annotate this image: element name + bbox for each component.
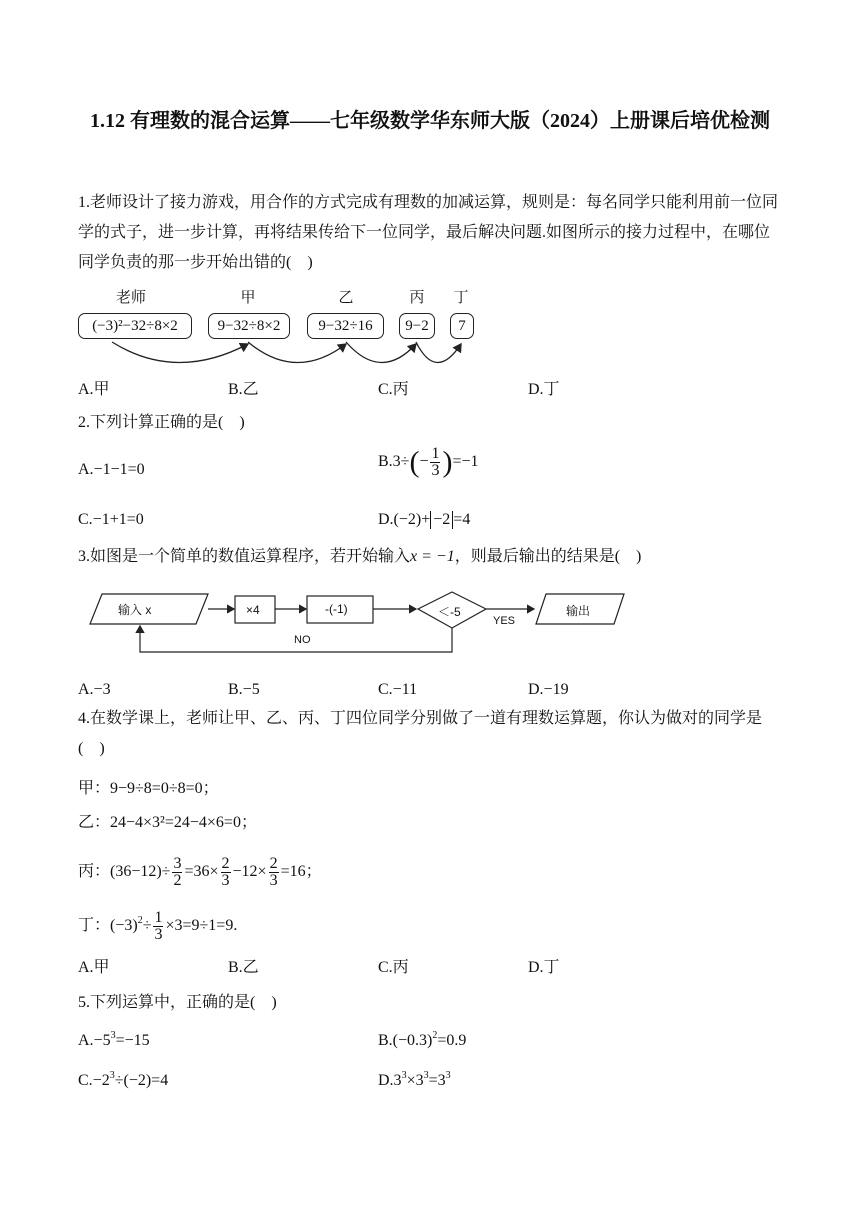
q1-option-a: A.甲 — [78, 381, 110, 398]
q4-option-a: A.甲 — [78, 959, 110, 976]
relay-label-jia: 甲 — [240, 290, 256, 306]
q3-text-expr: x = −1 — [410, 548, 455, 565]
flow-output-label: 输出 — [566, 604, 591, 618]
relay-arrows — [76, 286, 496, 376]
flow-sub-label: -(-1) — [325, 602, 348, 616]
q1-option-d: D.丁 — [528, 381, 560, 398]
q5-option-d: $D.3^3\times 3^3=3^3$ — [378, 1070, 451, 1089]
q4-option-c: C.丙 — [378, 959, 409, 976]
relay-box-bing: 9−2 — [399, 313, 435, 339]
q5-option-a: $A.-5^3=-15$ — [78, 1030, 150, 1049]
page-title: 1.12 有理数的混合运算——七年级数学华东师大版（2024）上册课后培优检测 — [90, 110, 770, 132]
flow-input-label: 输入 x — [118, 603, 152, 617]
relay-box-yi: 9−32÷16 — [307, 313, 384, 339]
relay-label-bing: 丙 — [409, 290, 425, 306]
q4-option-d: D.丁 — [528, 959, 560, 976]
q2-option-b: B.3÷(− $\frac{1}{3}$ )=−1 — [378, 445, 479, 479]
q5-option-c: $C.-2^3\div(-2)=4$ — [78, 1070, 169, 1089]
question-2-text: 2.下列计算正确的是( ) — [78, 414, 245, 431]
relay-box-ding: 7 — [450, 313, 474, 339]
relay-label-teacher: 老师 — [115, 290, 146, 306]
q3-text-after: ，则最后输出的结果是( ) — [454, 548, 642, 565]
flow-mult-label: ×4 — [246, 603, 260, 617]
q2-option-a: A.−1−1=0 — [78, 461, 145, 478]
relay-box-teacher: (−3)²−32÷8×2 — [78, 313, 192, 339]
q3-option-b: B.−5 — [228, 681, 260, 698]
q2-option-d: D.(−2)+ −2 =4 — [378, 511, 471, 528]
relay-diagram — [76, 286, 496, 376]
flow-yes-label: YES — [493, 615, 516, 627]
relay-label-yi: 乙 — [338, 290, 354, 306]
q4-option-b: B.乙 — [228, 959, 259, 976]
q3-option-a: A.−3 — [78, 681, 111, 698]
flow-no-label: NO — [294, 634, 311, 646]
relay-label-ding: 丁 — [453, 290, 469, 306]
q1-option-b: B.乙 — [228, 381, 259, 398]
question-4-text: 4.在数学课上，老师让甲、乙、丙、丁四位同学分别做了一道有理数运算题，你认为做对的同学是( ) — [78, 710, 763, 757]
q3-option-c: C.−11 — [378, 681, 418, 698]
q4-line-bing: 丙：(36−12)÷ $\frac{3}{2}$ =36× $\frac{2}{3}$ −12× $\frac{2}{3}$ =16； — [78, 855, 322, 889]
flow-cond-label: ＜-5 — [438, 605, 461, 619]
q3-option-d: D.−19 — [528, 681, 569, 698]
q2-option-c: C.−1+1=0 — [78, 511, 144, 528]
question-5-text: 5.下列运算中，正确的是( ) — [78, 994, 277, 1011]
q4-line-jia: 甲：9−9÷8=0÷8=0； — [78, 780, 219, 797]
q5-option-b: $B.(-0.3)^2=0.9$ — [378, 1030, 467, 1049]
question-1-text: 1.老师设计了接力游戏，用合作的方式完成有理数的加减运算，规则是：每名同学只能利用前一位同学的式子，进一步计算，再将结果传给下一位同学，最后解决问题.如图所示的接力过程中，在哪位同学负责的那一步开始出错的( ) — [78, 194, 779, 271]
q3-text-before: 3.如图是一个简单的数值运算程序，若开始输入 — [78, 548, 411, 565]
flowchart — [88, 588, 628, 658]
q1-option-c: C.丙 — [378, 381, 409, 398]
relay-box-jia: 9−32÷8×2 — [208, 313, 290, 339]
question-3-text — [78, 547, 641, 567]
q4-line-ding: 丁：$(-3)^2\div$ $\frac{1}{3}$ ×3=9÷1=9. — [78, 909, 238, 943]
q4-line-yi: 乙：24−4×3²=24−4×6=0； — [78, 814, 257, 831]
